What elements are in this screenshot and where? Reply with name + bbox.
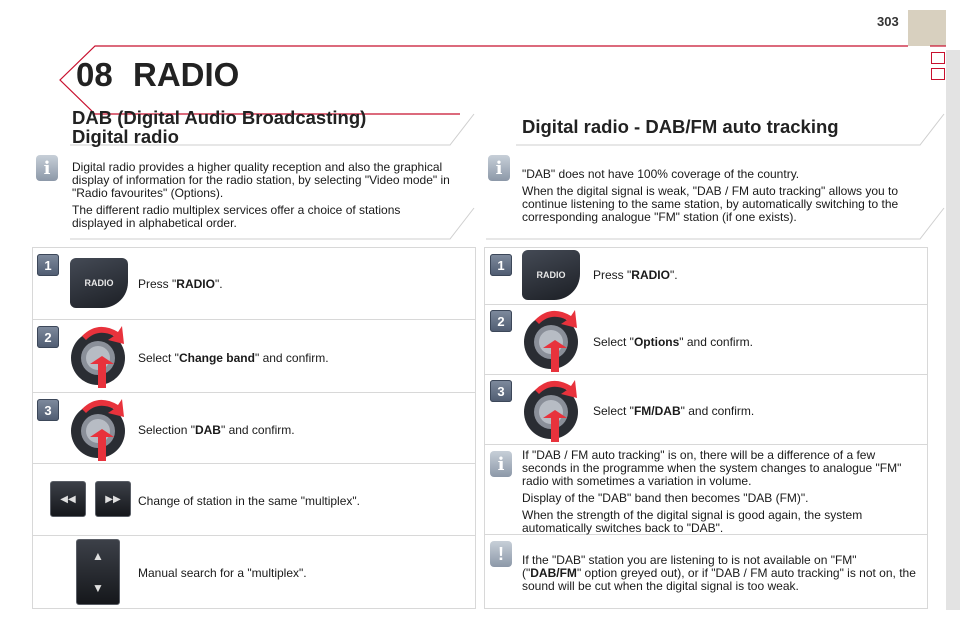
right-info-paragraph: When the digital signal is weak, "DAB / FM auto tracking" allows you to continue listening to the same station, by automatically switching to the corresponding analogue "FM" station (if one exists). bbox=[522, 184, 899, 224]
forward-key-icon: ▶▶ bbox=[95, 481, 131, 517]
step-3-badge: 3 bbox=[490, 380, 512, 402]
chapter-title: RADIO bbox=[133, 56, 240, 93]
separator bbox=[484, 374, 928, 375]
left-title-line1: DAB (Digital Audio Broadcasting) bbox=[72, 107, 367, 128]
chapter-number: 08 bbox=[76, 56, 113, 93]
separator bbox=[32, 319, 476, 320]
left-info-paragraph: Digital radio provides a higher quality reception and also the graphical display of information for the radio station, by selecting "Video mode" in "Radio favourites" (Options). bbox=[72, 160, 450, 200]
right-info-text bbox=[522, 168, 922, 228]
left-title-line2: Digital radio bbox=[72, 126, 179, 147]
step-2-badge: 2 bbox=[37, 326, 59, 348]
rotary-knob-icon bbox=[521, 376, 583, 442]
separator bbox=[484, 304, 928, 305]
info-icon: i bbox=[490, 451, 512, 477]
step-1-badge: 1 bbox=[37, 254, 59, 276]
down-arrow-icon: ▼ bbox=[92, 581, 104, 595]
radio-button-icon: RADIO bbox=[522, 250, 580, 300]
left-step-4-text: Change of station in the same "multiplex". bbox=[138, 494, 360, 508]
right-note-paragraph: Display of the "DAB" band then becomes "DAB (FM)". bbox=[522, 491, 809, 505]
left-section-title bbox=[72, 108, 366, 146]
info-icon: i bbox=[36, 155, 58, 181]
left-info-text bbox=[72, 161, 452, 234]
right-note-paragraph: When the strength of the digital signal is good again, the system automatically switches back to "DAB". bbox=[522, 508, 863, 535]
side-bar bbox=[946, 50, 960, 610]
separator bbox=[484, 444, 928, 445]
left-step-1-text: Press "RADIO". bbox=[138, 277, 223, 291]
radio-button-icon: RADIO bbox=[70, 258, 128, 308]
right-section-title: Digital radio - DAB/FM auto tracking bbox=[522, 116, 839, 137]
rewind-key-icon: ◀◀ bbox=[50, 481, 86, 517]
right-step-1-text: Press "RADIO". bbox=[593, 268, 678, 282]
rotary-knob-icon bbox=[68, 322, 130, 388]
right-note-text bbox=[522, 449, 917, 539]
warning-icon: ! bbox=[490, 541, 512, 567]
separator bbox=[32, 392, 476, 393]
rotary-knob-icon bbox=[68, 395, 130, 461]
rotary-knob-icon bbox=[521, 306, 583, 372]
separator bbox=[32, 463, 476, 464]
step-3-badge: 3 bbox=[37, 399, 59, 421]
right-note-paragraph: If "DAB / FM auto tracking" is on, there will be a difference of a few seconds in the programme when the system changes to analogue "FM" radio with sometimes a variation in volume. bbox=[522, 448, 902, 488]
left-info-paragraph: The different radio multiplex services offer a choice of stations displayed in alphabetical order. bbox=[72, 203, 401, 230]
step-1-badge: 1 bbox=[490, 254, 512, 276]
right-info-paragraph: "DAB" does not have 100% coverage of the country. bbox=[522, 167, 800, 181]
right-step-2-text: Select "Options" and confirm. bbox=[593, 335, 753, 349]
left-step-5-text: Manual search for a "multiplex". bbox=[138, 566, 307, 580]
left-step-2-text: Select "Change band" and confirm. bbox=[138, 351, 329, 365]
left-step-3-text: Selection "DAB" and confirm. bbox=[138, 423, 295, 437]
right-step-3-text: Select "FM/DAB" and confirm. bbox=[593, 404, 755, 418]
step-2-badge: 2 bbox=[490, 310, 512, 332]
separator bbox=[32, 535, 476, 536]
right-warning-text: If the "DAB" station you are listening to is not available on "FM" ("DAB/FM" option greyed out), or if "DAB / FM auto tracking" is not on, the sound will be cut when the digital signal is too weak. bbox=[522, 553, 916, 593]
up-arrow-icon: ▲ bbox=[92, 549, 104, 563]
up-down-keys-icon bbox=[76, 539, 120, 605]
page-number: 303 bbox=[877, 14, 899, 29]
info-icon: i bbox=[488, 155, 510, 181]
